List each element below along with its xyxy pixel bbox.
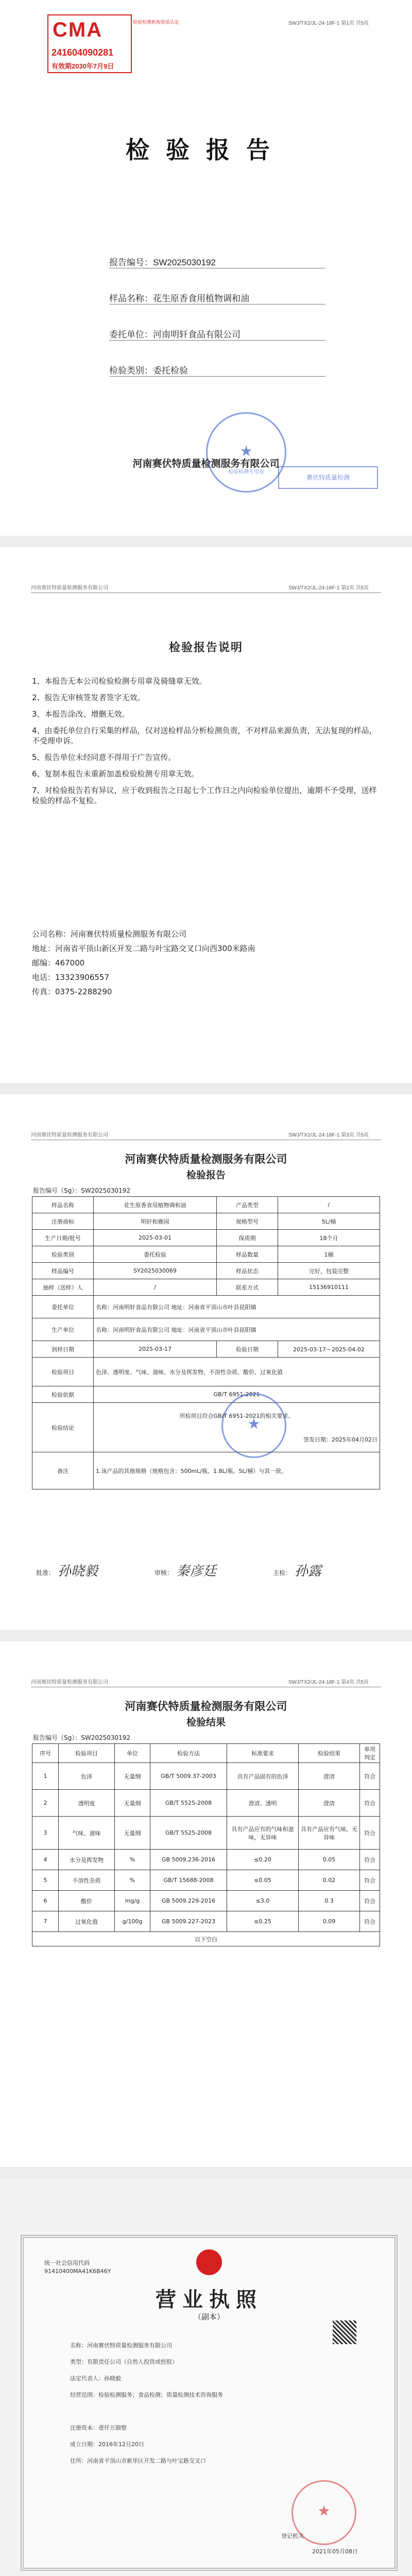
table-row: 检验项目 色泽、透明度、气味、滋味、水分及挥发物、不溶性杂质、酸价、过氧化值: [32, 1358, 380, 1386]
results-page: [0, 1641, 412, 2167]
note-item: 3、本报告涂改、增删无效。: [32, 709, 130, 719]
license-row: 住所：河南省平顶山市新华区开发二路与叶宝路交叉口: [70, 2458, 206, 2464]
table-row: 5 不溶性杂质 % GB/T 15688-2008 ≤0.05 0.02 符合: [32, 1870, 380, 1891]
type-field: 检验类别：委托检验: [109, 366, 188, 376]
national-emblem-icon: [196, 2249, 222, 2275]
sample-field: 样品名称：花生原香食用植物调和油: [109, 294, 249, 303]
page-gap: [0, 536, 412, 547]
results-org-title: 河南赛伏特质量检测服务有限公司: [125, 1700, 287, 1713]
license-row: 法定代表人：孙晓毅: [70, 2375, 121, 2382]
cma-valid: 有效期2030年7月9日: [52, 62, 114, 70]
address-line: 地址：河南省平顶山新区开发二路与叶宝路交叉口向西300米路南: [32, 944, 255, 953]
inspection-seal: [221, 1393, 286, 1458]
report-page: [0, 1094, 412, 1630]
results-table: [32, 1743, 380, 1946]
license-row: 类型：有限责任公司（自然人投资或控股）: [70, 2359, 178, 2365]
results-title: 检验结果: [186, 1717, 226, 1728]
table-row: 4 水分及挥发物 % GB 5009.236-2016 ≤0.20 0.05 符合: [32, 1850, 380, 1870]
cma-code: 241604090281: [52, 47, 114, 58]
form-no: SWJ/TX2/JL-24-18F-1 第3页 共5页: [288, 1132, 369, 1138]
license-row: 经营范围：检验检测服务；食品检测；质量检测技术咨询服务: [70, 2392, 223, 2398]
star-icon: ★: [247, 1416, 261, 1432]
table-header-row: 序号 检验项目 单位 检验方法 标准要求 检验结果 单项判定: [32, 1744, 380, 1763]
postcode-line: 邮编：467000: [32, 958, 85, 968]
inspection-seal: ★ 检验检测专用章: [206, 412, 286, 493]
table-row: 样品编号 SY2025030069 样品状态 完好，包装完整: [32, 1263, 380, 1279]
approver-signature: 孙晓毅: [58, 1564, 98, 1579]
table-row: 检验依据 GB/T 6951-2021: [32, 1386, 380, 1403]
header-org: 河南赛伏特质量检测服务有限公司: [31, 585, 108, 591]
table-row: 委托单位 名称：河南明轩食品有限公司 地址：河南省平顶山市叶县昆阳镇: [32, 1296, 380, 1318]
reviewer-signature: 秦彦廷: [176, 1564, 217, 1579]
table-row: 样品名称 花生原香食用植物调和油 产品类型 /: [32, 1197, 380, 1213]
license-row: 名称：河南赛伏特质量检测服务有限公司: [70, 2342, 172, 2349]
qr-code-icon: [333, 2320, 356, 2344]
registration-seal: [291, 2480, 356, 2545]
note-item: 4、由委托单位自行采集的样品，仅对送检样品分析检测负责，不对样品来源负责，无法复现的样品，不受理申诉。: [32, 726, 377, 745]
table-row: 检验类别 委托检验 样品数量 1桶: [32, 1246, 380, 1263]
table-row: 2 透明度 无量纲 GB/T 5525-2008 澄清、透明 澄清 符合: [32, 1790, 380, 1817]
header-org: 河南赛伏特质量检测服务有限公司: [31, 1132, 108, 1138]
credit-label: 统一社会信用代码: [44, 2260, 90, 2266]
license-frame: [21, 2235, 398, 2571]
note-item: 2、报告无审核签发者签字无效。: [32, 693, 145, 702]
license-row: 注册资本：壹仟万圆整: [70, 2425, 127, 2431]
report-no-field: 报告编号：SW2025030192: [109, 258, 216, 267]
header-line: [31, 592, 381, 593]
form-no: SWJ/TX2/JL-24-18F-1 第1页 共5页: [288, 21, 369, 26]
report-org-title: 河南赛伏特质量检测服务有限公司: [125, 1153, 287, 1165]
table-row: 注册商标 明轩和雅园 规格型号 5L/桶: [32, 1213, 380, 1230]
client-field: 委托单位：河南明轩食品有限公司: [109, 330, 241, 340]
form-no: SWJ/TX2/JL-24-18F-1 第2页 共5页: [288, 585, 369, 591]
notes-title: 检验报告说明: [168, 641, 243, 654]
star-icon: ★: [239, 443, 253, 459]
table-row: 6 酸价 mg/g GB 5009.229-2016 ≤3.0 0.3 符合: [32, 1891, 380, 1911]
note-item: 5、报告单位未经同意不得用于广告宣传。: [32, 753, 176, 762]
table-row: 1 色泽 无量纲 GB/T 5009.37-2003 具有产品固有的色泽 澄清 符合: [32, 1763, 380, 1790]
star-icon: ★: [317, 2503, 331, 2519]
license-title: 营业执照: [156, 2287, 263, 2312]
page-gap: [0, 1083, 412, 1094]
phone-line: 电话：13323906557: [32, 973, 109, 982]
report-table: [32, 1196, 380, 1489]
cma-side-text: 检验检测机构资质认定: [133, 20, 180, 25]
license-subtitle: （副本）: [193, 2312, 225, 2321]
license-date: 2021年05月08日: [312, 2548, 358, 2555]
notes-page: [0, 547, 412, 1083]
cover-title: 检验报告: [126, 136, 286, 164]
table-row: 生产单位 名称：河南明轩食品有限公司 地址：河南省平顶山市叶县昆阳镇: [32, 1318, 380, 1341]
table-row: 到样日期 2025-03-17 检验日期 2025-03-17～2025-04-02: [32, 1341, 380, 1358]
report-title: 检验报告: [186, 1170, 226, 1181]
page-gap: [0, 2167, 412, 2178]
cover-org: 河南赛伏特质量检测服务有限公司: [132, 459, 280, 469]
approver-label: 批准：: [36, 1569, 55, 1577]
form-no: SWJ/TX2/JL-24-18F-1 第4页 共5页: [288, 1680, 369, 1685]
license-authority: 登记机关: [281, 2533, 304, 2539]
cma-stamp: [47, 14, 132, 73]
table-row: 7 过氧化值 g/100g GB 5009.227-2023 ≤0.25 0.09 符合: [32, 1911, 380, 1932]
reviewer-label: 审核：: [154, 1569, 174, 1577]
cma-logo: CMA: [53, 19, 103, 41]
tester-signature: 孙露: [295, 1564, 322, 1579]
fax-line: 传真：0375-2288290: [32, 987, 112, 996]
license-page: [0, 2178, 412, 2576]
credit-code: 91410400MA41K6B46Y: [44, 2268, 111, 2275]
conclusion-cell: 所检项目符合GB/T 6951-2021的相关要求。 签发日期：2025年04月02日: [94, 1403, 380, 1452]
license-row: 成立日期：2016年12月20日: [70, 2441, 144, 2448]
rect-seal: 赛伏特质量检测: [278, 466, 378, 489]
page-gap: [0, 1630, 412, 1641]
table-row: 生产日期/批号 2025-03-01 保质期 18个月: [32, 1230, 380, 1246]
results-no: 报告编号（Sg）：SW2025030192: [33, 1734, 131, 1741]
header-org: 河南赛伏特质量检测服务有限公司: [31, 1680, 108, 1685]
report-no: 报告编号（Sg）：SW2025030192: [33, 1187, 131, 1194]
table-row: 以下空白: [32, 1932, 380, 1946]
cover-page: [0, 0, 412, 536]
company-line: 公司名称：河南赛伏特质量检测服务有限公司: [32, 929, 187, 939]
divider: [109, 376, 325, 377]
tester-label: 主检：: [273, 1569, 292, 1577]
divider: [109, 340, 325, 341]
table-row: 检验结论 所检项目符合GB/T 6951-2021的相关要求。 签发日期：2025年04月02日: [32, 1403, 380, 1452]
table-row: 抽样（送样）人 / 联系方式 15136910111: [32, 1279, 380, 1296]
table-row: 3 气味、滋味 无量纲 GB/T 5525-2008 具有产品应有的气味和滋味，无异味 具有产品应有气味，无异味 符合: [32, 1817, 380, 1850]
note-item: 7、对检验报告若有异议，应于收到报告之日起七个工作日之内向检验单位提出，逾期不予受理，送样检验的样品不复检。: [32, 786, 377, 805]
note-item: 6、复制本报告未重新加盖检验检测专用章无效。: [32, 769, 199, 778]
note-item: 1、本报告无本公司检验检测专用章及骑缝章无效。: [32, 676, 207, 686]
table-row: 备注 1.该产品的其他规格（规格包含：500mL/瓶、1.8L/瓶、5L/桶）与其一致。: [32, 1452, 380, 1489]
